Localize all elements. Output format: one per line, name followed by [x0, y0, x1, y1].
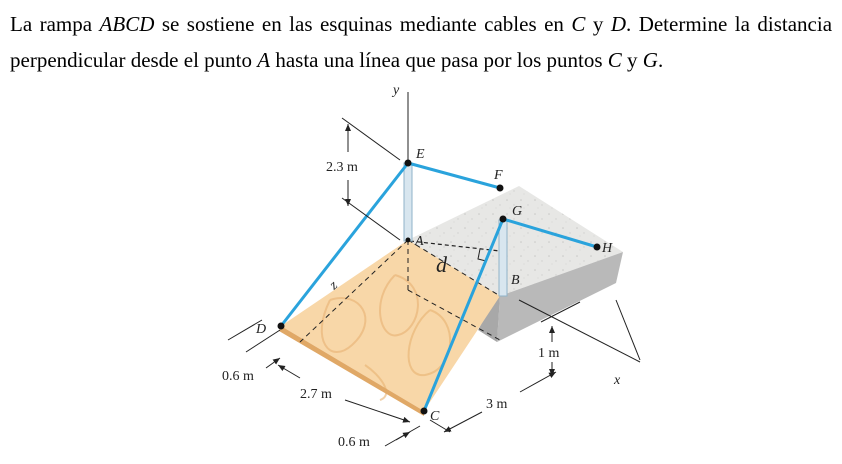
dim-2-3-ext-top — [342, 118, 400, 160]
dim-0-6-bottom-arrow — [396, 432, 410, 440]
point-h — [594, 244, 601, 251]
label-y-axis: y — [393, 83, 400, 98]
point-c — [421, 408, 428, 415]
label-a: A — [415, 234, 424, 249]
label-g: G — [512, 204, 523, 219]
point-d — [278, 323, 285, 330]
post-at-b — [499, 220, 507, 296]
dim-ramp-bottom: 0.6 m — [338, 435, 370, 450]
cable-ef — [408, 163, 500, 188]
point-e — [405, 160, 412, 167]
dim-height-e: 2.3 m — [326, 160, 358, 175]
label-h: H — [602, 241, 613, 256]
post-at-a — [404, 163, 412, 241]
dim-2-3-ext-bottom — [342, 198, 400, 240]
problem-statement: La rampa ABCD se sostiene en las esquinas mediante cables en C y D. Determine la distancia perpendicular desde el punto A hasta una línea que pasa por los puntos C y G. — [10, 12, 833, 72]
label-b: B — [511, 273, 520, 288]
point-g — [500, 216, 507, 223]
dim-ramp-length: 3 m — [486, 397, 508, 412]
label-distance-d: d — [436, 252, 447, 277]
dim-3-arrow-right — [520, 372, 556, 392]
label-z-axis: z — [326, 278, 341, 294]
label-c: C — [430, 409, 440, 424]
dim-0-6-left-arrow — [266, 358, 280, 368]
dim-2-7-arrow-left — [278, 365, 300, 378]
point-f — [497, 185, 504, 192]
dim-ramp-width: 2.7 m — [300, 387, 332, 402]
label-f: F — [494, 168, 503, 183]
dim-3-arrow-left — [444, 412, 482, 432]
point-a — [406, 238, 411, 243]
label-e: E — [416, 147, 425, 162]
label-x-axis: x — [614, 373, 621, 388]
dim-2-7-arrow-right — [345, 400, 410, 422]
dim-block-height: 1 m — [538, 346, 560, 361]
dim-ramp-front: 0.6 m — [222, 369, 254, 384]
label-d-point: D — [256, 322, 267, 337]
